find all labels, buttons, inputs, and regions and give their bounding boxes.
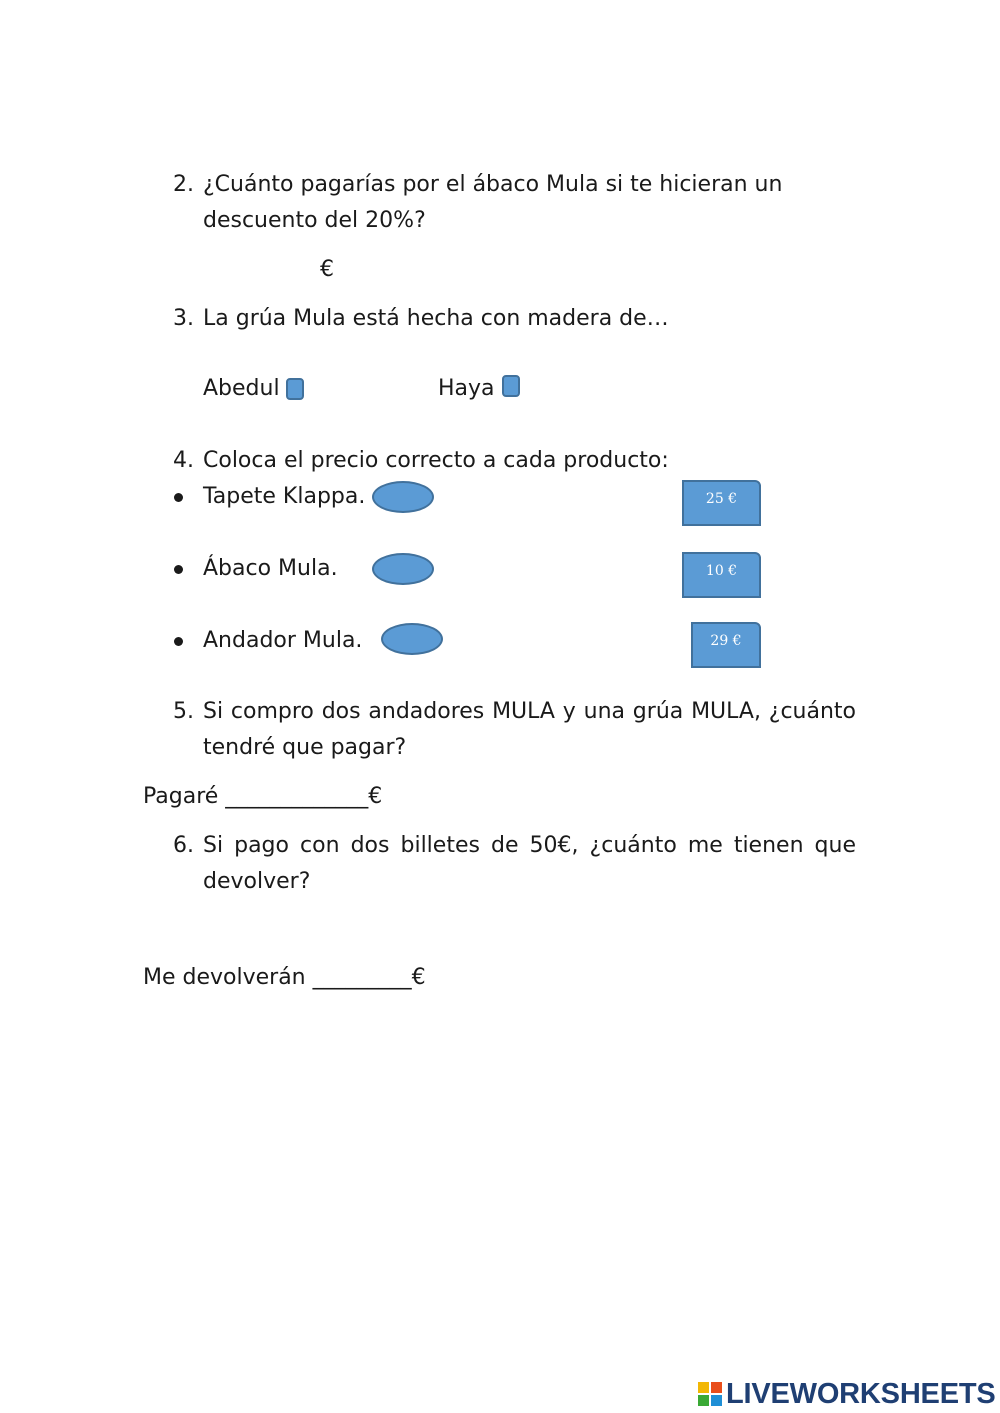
- question-5-number: 5.: [173, 699, 194, 724]
- liveworksheets-logo: [698, 1378, 996, 1410]
- liveworksheets-logo-text: LIVEWORKSHEETS: [726, 1377, 996, 1410]
- option-abedul-label: Abedul: [203, 376, 280, 401]
- question-6-number: 6.: [173, 833, 194, 858]
- question-5-line1: Si compro dos andadores MULA y una grúa MULA, ¿cuánto: [203, 699, 856, 724]
- question-2-number: 2.: [173, 172, 194, 197]
- bullet-icon: [174, 637, 183, 646]
- question-2-line2: descuento del 20%?: [203, 208, 426, 233]
- question-6-line1: Si pago con dos billetes de 50€, ¿cuánto me tienen que: [203, 833, 856, 858]
- question-6-answer[interactable]: Me devolverán _________€: [143, 965, 426, 990]
- question-5-answer[interactable]: Pagaré _____________€: [143, 784, 383, 809]
- drop-target-abaco-mula[interactable]: [372, 553, 434, 585]
- question-3-number: 3.: [173, 306, 194, 331]
- price-tag-10[interactable]: 10 €: [682, 552, 761, 598]
- product-andador-mula: Andador Mula.: [203, 628, 363, 653]
- question-2-line1: ¿Cuánto pagarías por el ábaco Mula si te hicieran un: [203, 172, 783, 197]
- question-4-text: Coloca el precio correcto a cada producto:: [203, 448, 669, 473]
- price-tag-29[interactable]: 29 €: [691, 622, 761, 668]
- product-abaco-mula: Ábaco Mula.: [203, 556, 338, 581]
- option-haya-checkbox[interactable]: [502, 375, 520, 397]
- price-tag-25[interactable]: 25 €: [682, 480, 761, 526]
- option-abedul-checkbox[interactable]: [286, 378, 304, 400]
- question-2-answer-currency: €: [320, 257, 334, 282]
- question-4-number: 4.: [173, 448, 194, 473]
- product-tapete-klappa: Tapete Klappa.: [203, 484, 366, 509]
- drop-target-andador-mula[interactable]: [381, 623, 443, 655]
- option-haya-label: Haya: [438, 376, 495, 401]
- question-6-line2: devolver?: [203, 869, 311, 894]
- question-3-text: La grúa Mula está hecha con madera de…: [203, 306, 669, 331]
- question-5-line2: tendré que pagar?: [203, 735, 407, 760]
- liveworksheets-logo-icon: [698, 1382, 722, 1406]
- drop-target-tapete-klappa[interactable]: [372, 481, 434, 513]
- bullet-icon: [174, 493, 183, 502]
- bullet-icon: [174, 565, 183, 574]
